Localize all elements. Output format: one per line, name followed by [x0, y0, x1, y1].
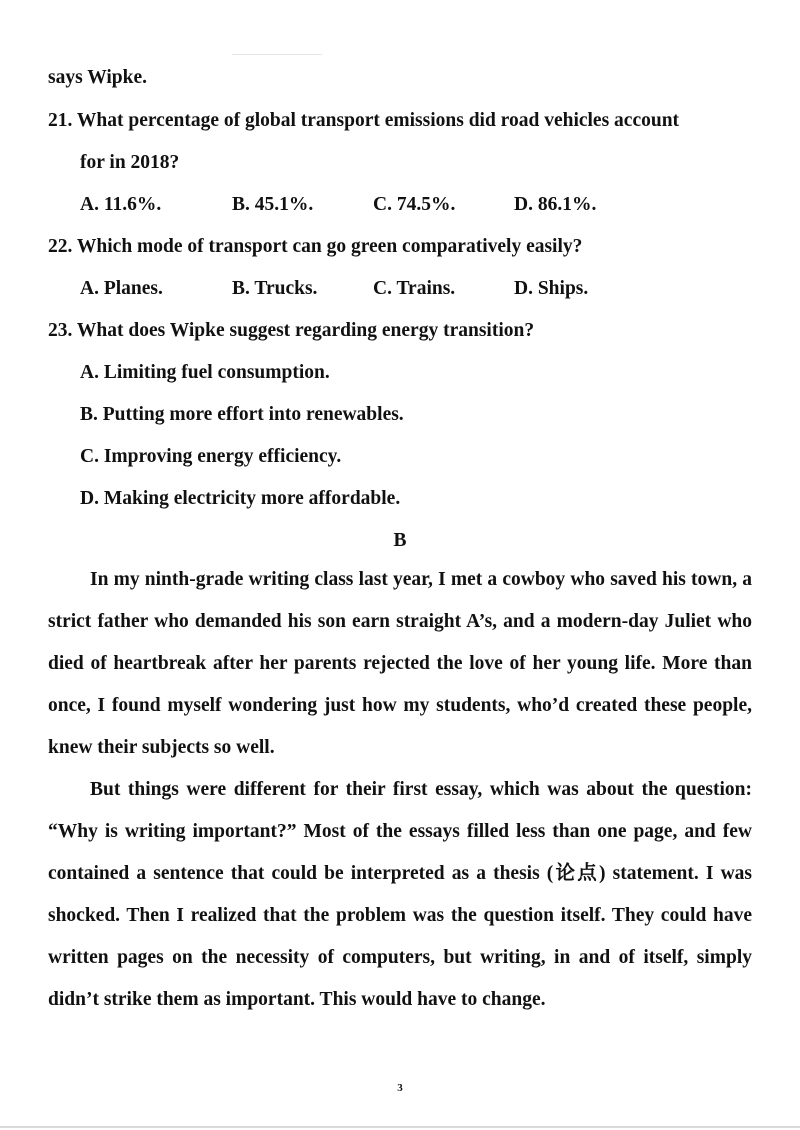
question-23-text: 23. What does Wipke suggest regarding energy transition? [48, 320, 535, 341]
section-heading: B [393, 530, 407, 551]
question-22-option-c: C. Trains. [373, 278, 456, 299]
question-22-option-d: D. Ships. [514, 278, 589, 299]
page-number: 3 [397, 1082, 403, 1094]
question-23-option-c: C. Improving energy efficiency. [80, 446, 342, 467]
header-rule [232, 54, 322, 55]
continuation-text: says Wipke. [48, 67, 147, 88]
question-21-option-a: A. 11.6%. [80, 194, 162, 215]
question-21-continuation: for in 2018? [80, 152, 180, 173]
question-23-option-a: A. Limiting fuel consumption. [80, 362, 330, 383]
question-21-option-b: B. 45.1%. [232, 194, 314, 215]
question-22-text: 22. Which mode of transport can go green comparatively easily? [48, 236, 583, 257]
question-21-option-d: D. 86.1%. [514, 194, 597, 215]
passage-paragraph: In my ninth-grade writing class last year, I met a cowboy who saved his town, a strict father who demanded his son earn straight A’s, and a modern-day Juliet who died of heartbreak after her parents rejected the love of her young life. More than once, I found myself wondering just how my students, who’d created these people, knew their subjects so well. [48, 569, 752, 758]
question-23-option-d: D. Making electricity more affordable. [80, 488, 401, 509]
question-21-option-c: C. 74.5%. [373, 194, 456, 215]
passage-paragraph: But things were different for their first essay, which was about the question: “Why is writing important?” Most of the essays filled less than one page, and few contained a sentence that could be interpreted as a thesis (论点) statement. I was shocked. Then I realized that the problem was the question itself. They could have written pages on the necessity of computers, but writing, in and of itself, simply didn’t strike them as important. This would have to change. [48, 779, 752, 1010]
question-21-text: 21. What percentage of global transport emissions did road vehicles account [48, 110, 680, 131]
question-23-option-b: B. Putting more effort into renewables. [80, 404, 404, 425]
question-22-option-a: A. Planes. [80, 278, 163, 299]
footer-rule [0, 1126, 800, 1128]
question-22-option-b: B. Trucks. [232, 278, 318, 299]
